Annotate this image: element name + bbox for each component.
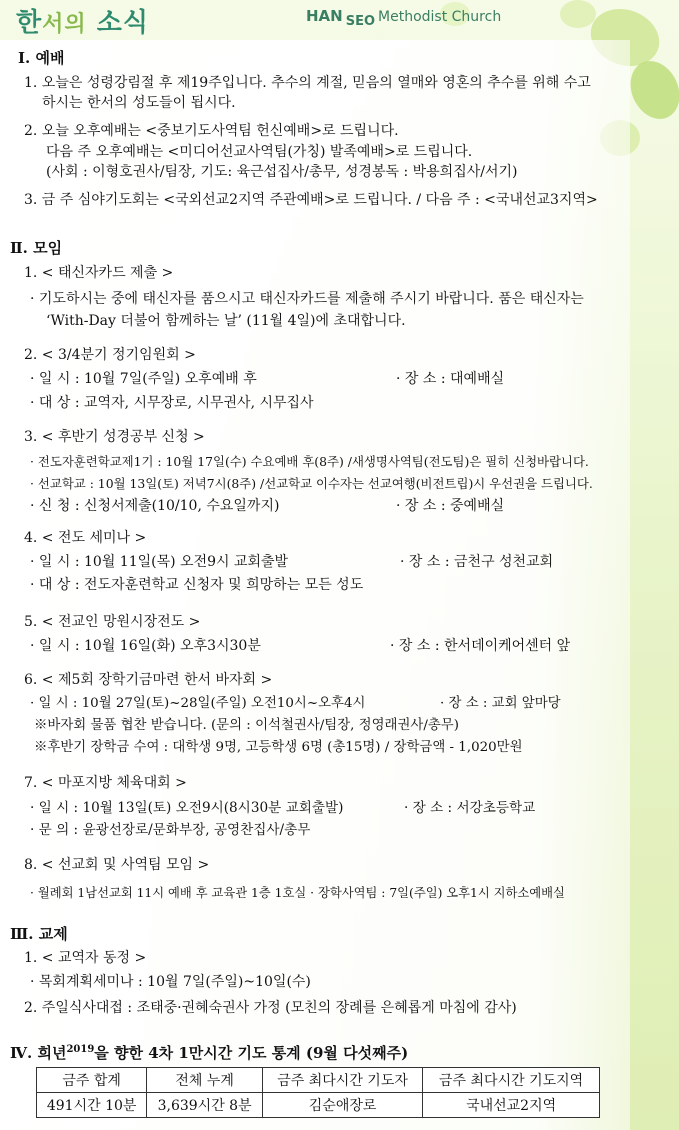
section-fellowship-title: Ⅲ. 교제 (10, 925, 68, 943)
table-cell: 3,639시간 8분 (147, 1093, 263, 1118)
prayer-title-year: 2019 (66, 1044, 95, 1055)
church-name (306, 7, 502, 29)
worship-item-2-line-1: 2. 오늘 오후예배는 <중보기도사역팀 헌신예배>로 드립니다. (24, 123, 399, 139)
meeting-2-place: · 장 소 : 대예배실 (396, 371, 505, 387)
meeting-7-place: · 장 소 : 서강초등학교 (404, 800, 536, 816)
meeting-3-place: · 장 소 : 중예배실 (396, 498, 505, 514)
prayer-title-pre: Ⅳ. 희년 (10, 1044, 67, 1062)
meeting-8-line-1: · 월례회 1남선교회 11시 예배 후 교육관 1층 1호실 · 장학사역팀 : 7일(주일) 오후1시 지하소예배실 (30, 886, 565, 900)
meeting-5-place: · 장 소 : 한서데이케어센터 앞 (390, 638, 571, 654)
meeting-3-line-2: · 선교학교 : 10월 13일(토) 저녁7시(8주) /선교학교 이수자는 선교여행(비전트립)시 우선권을 드립니다. (30, 476, 593, 491)
table-cell: 김순애장로 (262, 1093, 422, 1118)
meeting-7-contact: · 문 의 : 윤광선장로/문화부장, 공영찬집사/총무 (30, 822, 311, 838)
meeting-3-title: 3. < 후반기 성경공부 신청 > (24, 429, 205, 445)
worship-item-1-line-2: 하시는 한서의 성도들이 됩시다. (42, 95, 236, 111)
meeting-1-title: 1. < 태신자카드 제출 > (24, 265, 174, 281)
brand-news: 소식 (96, 8, 149, 38)
meeting-7-title: 7. < 마포지방 체육대회 > (24, 775, 187, 791)
meeting-6-scholarship: ※후반기 장학금 수여 : 대학생 9명, 고등학생 6명 (총15명) / 장학금액 - 1,020만원 (34, 740, 523, 755)
meeting-6-place: · 장 소 : 교회 앞마당 (440, 696, 561, 711)
meeting-5-title: 5. < 전교인 망원시장전도 > (24, 614, 201, 630)
meeting-6-date: · 일 시 : 10월 27일(토)~28일(주일) 오전10시~오후4시 (30, 696, 366, 711)
church-methodist: Methodist Church (378, 9, 502, 25)
brand-seo: 서의 (42, 12, 87, 37)
newsletter-title (16, 2, 149, 39)
meeting-3-line-1: · 전도자훈련학교제1기 : 10월 17일(수) 수요예배 후(8주) /새생명사역팀(전도팀)은 필히 신청바랍니다. (30, 454, 589, 469)
meeting-1-line-1: · 기도하시는 중에 태신자를 품으시고 태신자카드를 제출해 주시기 바랍니다. 품은 태신자는 (30, 291, 584, 307)
table-header-cell: 금주 합계 (37, 1068, 147, 1093)
fellowship-1-line-1: · 목회계획세미나 : 10월 7일(주일)~10일(수) (30, 974, 311, 990)
church-han: HAN (306, 7, 343, 25)
worship-item-3: 3. 금 주 심야기도회는 <국외선교2지역 주관예배>로 드립니다. / 다음 주 : <국내선교3지역> (24, 192, 598, 208)
section-meeting-title: Ⅱ. 모임 (10, 239, 63, 257)
table-cell: 국내선교2지역 (423, 1093, 600, 1118)
section-worship-title: Ⅰ. 예배 (18, 49, 65, 67)
meeting-7-date: · 일 시 : 10월 13일(토) 오전9시(8시30분 교회출발) (30, 800, 344, 816)
prayer-stats-table (36, 1067, 600, 1118)
newsletter-header (0, 0, 679, 40)
prayer-title-post: 을 향한 4차 1만시간 기도 통계 (9월 다섯째주) (94, 1044, 409, 1062)
table-header-cell: 전체 누계 (147, 1068, 263, 1093)
meeting-1-line-2: ‘With-Day 더불어 함께하는 날’ (11월 4일)에 초대합니다. (46, 313, 406, 329)
table-header-cell: 금주 최다시간 기도지역 (423, 1068, 600, 1093)
section-prayer-title (10, 1040, 408, 1063)
meeting-4-place: · 장 소 : 금천구 성천교회 (400, 554, 554, 570)
meeting-6-donation: ※바자회 물품 협찬 받습니다. (문의 : 이석철권사/팀장, 정영래권사/총무) (34, 718, 459, 733)
fellowship-2: 2. 주일식사대접 : 조태중·권혜숙권사 가정 (모친의 장례를 은혜롭게 마침에 감사) (24, 1000, 517, 1016)
meeting-4-title: 4. < 전도 세미나 > (24, 530, 147, 546)
meeting-4-target: · 대 상 : 전도자훈련학교 신청자 및 희망하는 모든 성도 (30, 577, 364, 593)
meeting-3-apply: · 신 청 : 신청서제출(10/10, 수요일까지) (30, 498, 280, 514)
worship-item-1-line-1: 1. 오늘은 성령강림절 후 제19주입니다. 추수의 계절, 믿음의 열매와 영혼의 추수를 위해 수고 (24, 75, 591, 91)
fellowship-1-title: 1. < 교역자 동정 > (24, 950, 147, 966)
meeting-2-title: 2. < 3/4분기 정기임원회 > (24, 347, 196, 363)
table-header-cell: 금주 최다시간 기도자 (262, 1068, 422, 1093)
meeting-4-date: · 일 시 : 10월 11일(목) 오전9시 교회출발 (30, 554, 289, 570)
worship-item-2-line-2: 다음 주 오후예배는 <미디어선교사역팀(가칭) 발족예배>로 드립니다. (46, 144, 473, 160)
table-header-row (37, 1068, 600, 1093)
meeting-2-date: · 일 시 : 10월 7일(주일) 오후예배 후 (30, 371, 257, 387)
meeting-5-date: · 일 시 : 10월 16일(화) 오후3시30분 (30, 638, 261, 654)
worship-item-2-line-3: (사회 : 이형호권사/팀장, 기도: 육근섭집사/총무, 성경봉독 : 박용희집사/서기) (46, 164, 518, 180)
table-row (37, 1093, 600, 1118)
brand-han: 한 (16, 8, 43, 38)
meeting-6-title: 6. < 제5회 장학기금마련 한서 바자회 > (24, 672, 273, 688)
meeting-2-target: · 대 상 : 교역자, 시무장로, 시무권사, 시무집사 (30, 395, 314, 411)
meeting-8-title: 8. < 선교회 및 사역팀 모임 > (24, 857, 210, 873)
table-cell: 491시간 10분 (37, 1093, 147, 1118)
church-seo: SEO (345, 14, 376, 29)
